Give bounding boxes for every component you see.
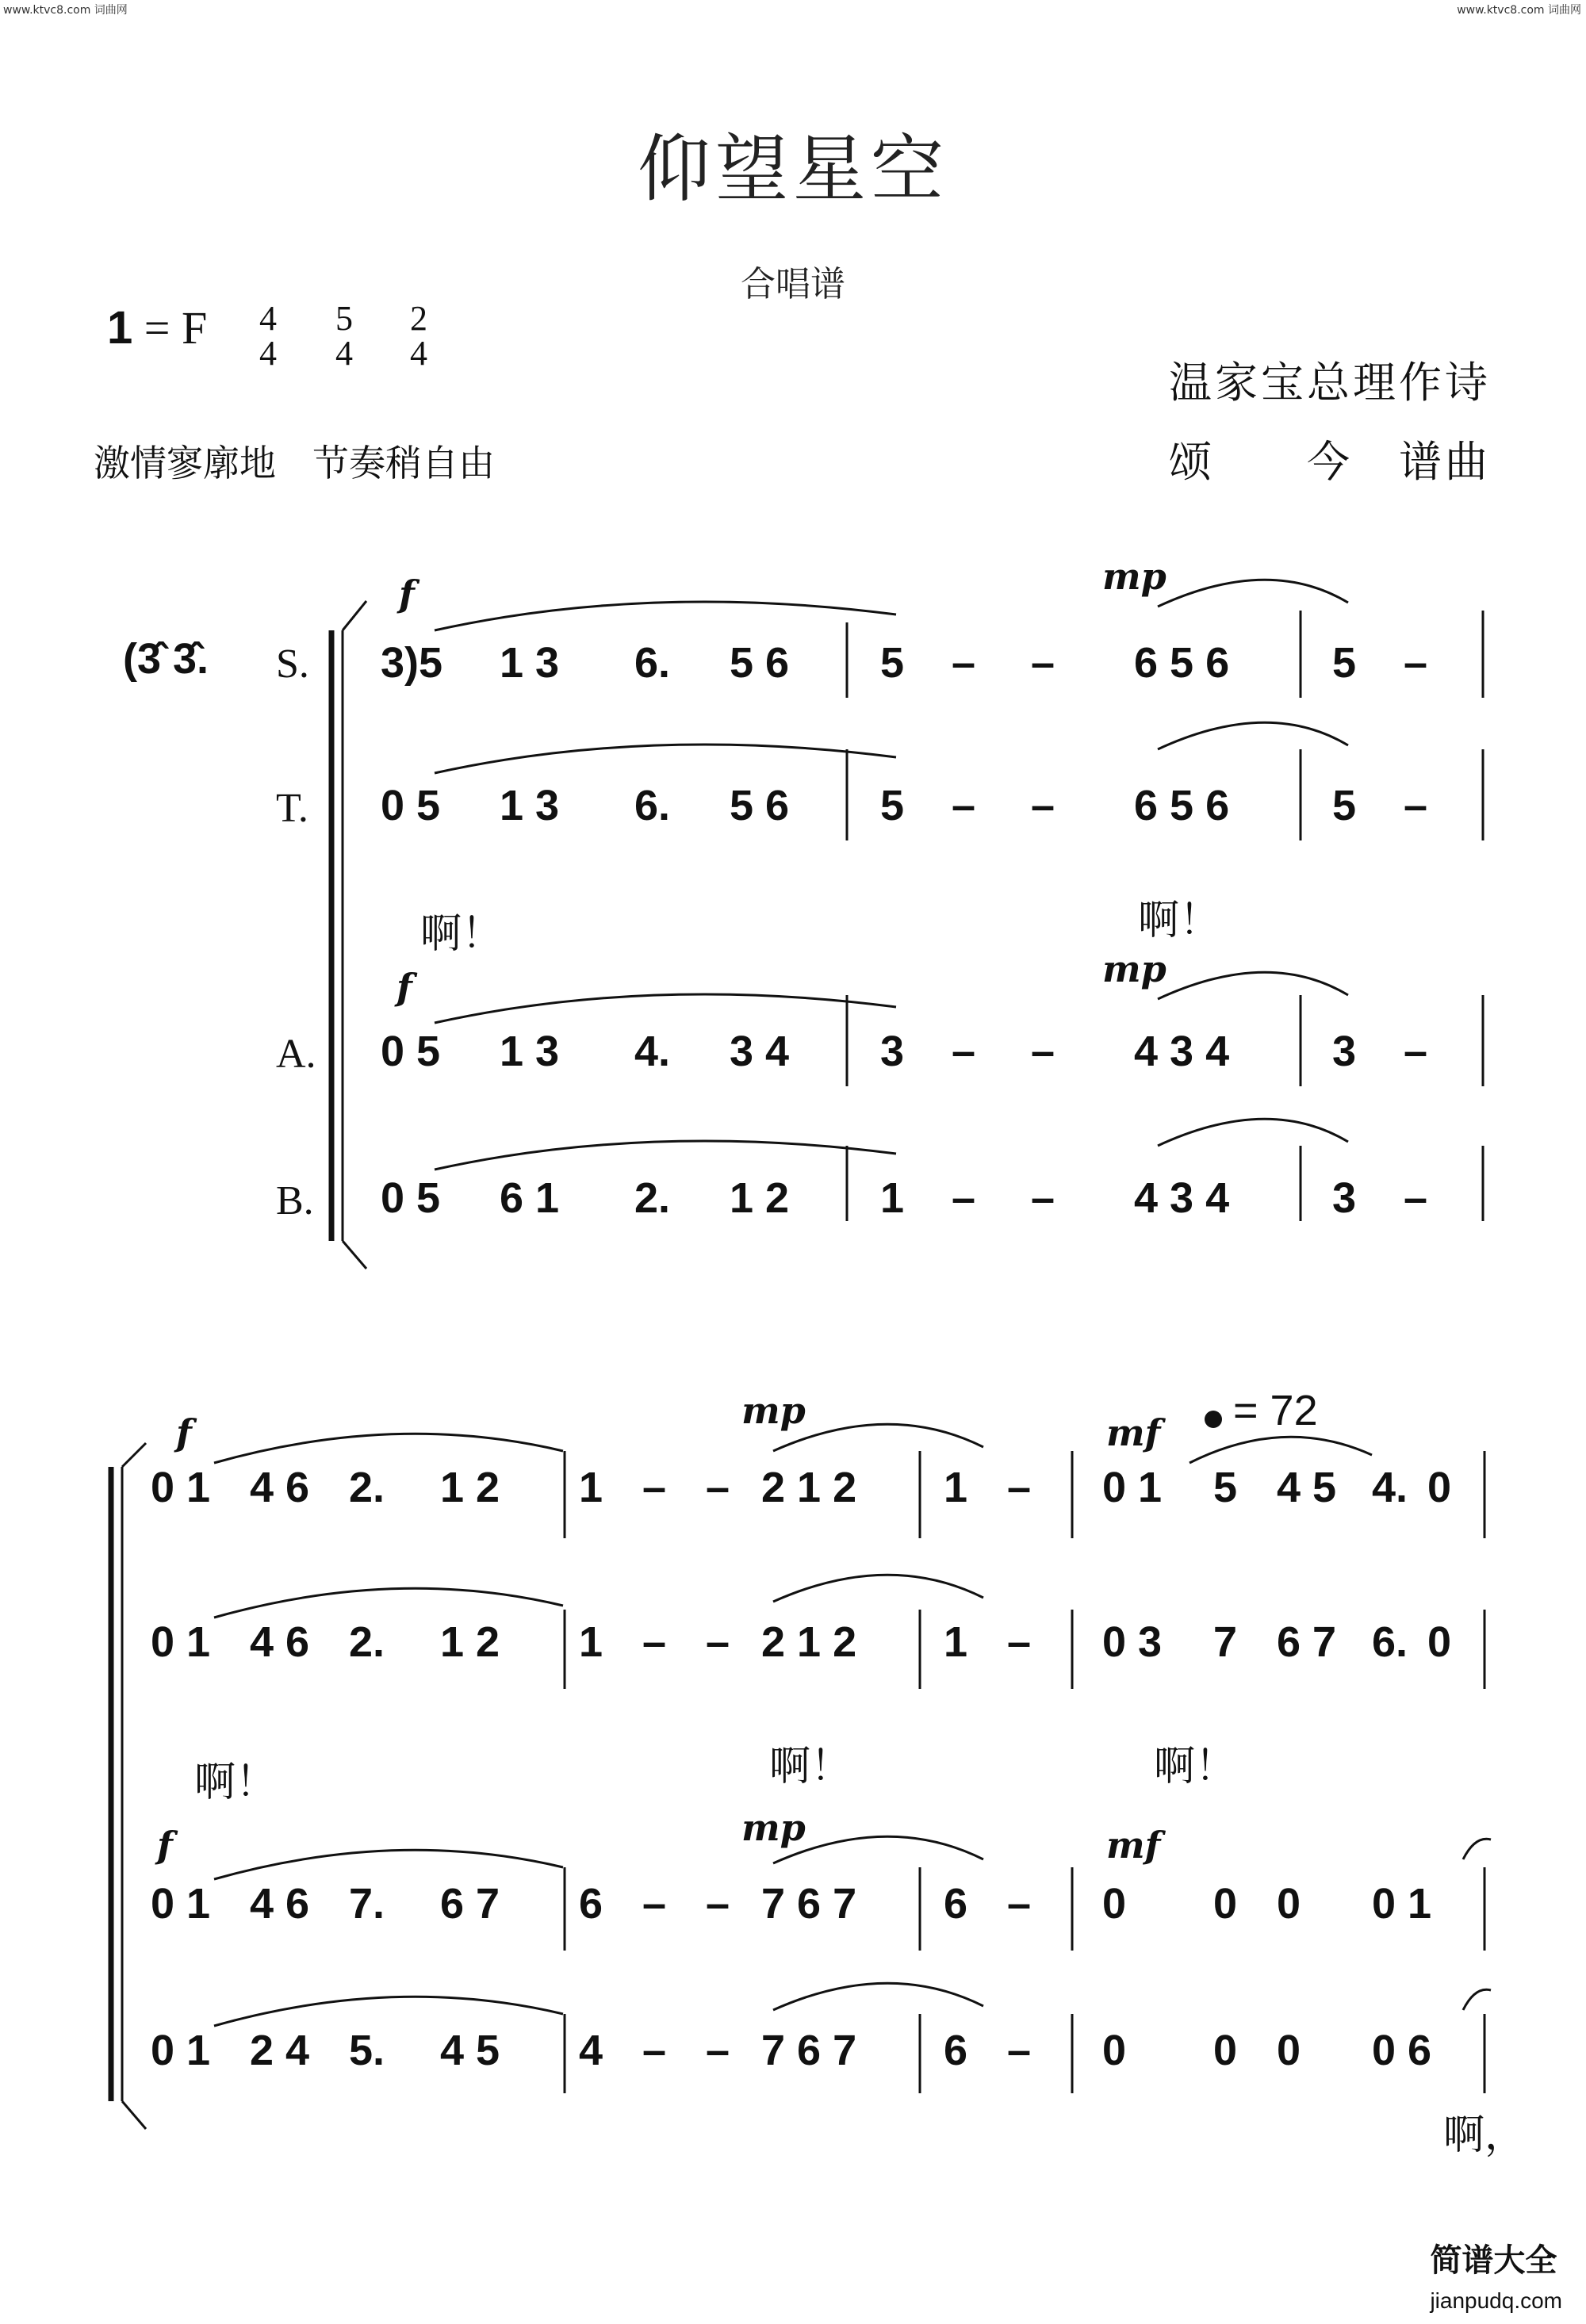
lyric-text: 啊！: [420, 910, 504, 958]
note-cell: –: [706, 2027, 730, 2074]
note-cell: 0: [1427, 1618, 1452, 1666]
lyric-text: 啊！: [1138, 897, 1221, 944]
note-cell: 1 2: [730, 1174, 790, 1222]
ts-top: 5: [335, 299, 353, 338]
dynamic-mark: mp: [741, 1389, 806, 1432]
note-cell: 4.: [634, 1028, 671, 1075]
note-cell: 5 6: [730, 782, 790, 829]
note-cell: 1 3: [500, 1028, 560, 1075]
dynamic-mark: f: [157, 1824, 173, 1866]
note-cell: 3: [880, 1028, 905, 1075]
logo-main: 简谱大全: [1430, 2243, 1557, 2278]
note-cell: 3 4: [730, 1028, 790, 1075]
note-cell: 1: [579, 1618, 603, 1666]
note-cell: 0 3: [1102, 1618, 1163, 1666]
voice-label-bass: B.: [276, 1178, 314, 1223]
note-cell: 5: [1213, 1464, 1238, 1511]
note-cell: 1 3: [500, 639, 560, 687]
note-cell: 0 6: [1372, 2027, 1432, 2074]
note-cell: 0 1: [151, 1880, 211, 1928]
note-cell: 0: [1277, 1880, 1301, 1928]
lyric-text: 啊！: [194, 1759, 278, 1806]
note-cell: –: [1007, 1880, 1032, 1928]
lyric-text: 啊！: [1154, 1743, 1237, 1790]
note-cell: –: [642, 2027, 667, 2074]
note-cell: –: [1031, 1028, 1055, 1075]
note-cell: –: [1007, 1464, 1032, 1511]
voice-label-tenor: T.: [276, 786, 308, 831]
note-cell: 3: [1332, 1028, 1357, 1075]
note-cell: 6.: [634, 782, 671, 829]
note-cell: 1: [880, 1174, 905, 1222]
note-cell: 6 5 6: [1134, 639, 1230, 687]
note-cell: –: [952, 1028, 976, 1075]
note-cell: 7 6 7: [761, 2027, 857, 2074]
note-cell: 4: [579, 2027, 603, 2074]
dynamic-mark: mf: [1106, 1411, 1161, 1454]
note-cell: –: [1007, 1618, 1032, 1666]
note-cell: 6 7: [440, 1880, 500, 1928]
note-cell: –: [1404, 782, 1428, 829]
note-cell: –: [952, 639, 976, 687]
note-cell: 7: [1213, 1618, 1238, 1666]
note-cell: 7.: [349, 1880, 385, 1928]
note-cell: 0 1: [151, 2027, 211, 2074]
dynamic-mark: mp: [741, 1806, 806, 1849]
note-cell: 2 1 2: [761, 1618, 857, 1666]
note-cell: 0 1: [1372, 1880, 1432, 1928]
intro-notes: (3̂ 3̂.: [123, 635, 209, 683]
note-cell: 2 1 2: [761, 1464, 857, 1511]
note-cell: 6.: [634, 639, 671, 687]
note-cell: 3: [1332, 1174, 1357, 1222]
note-cell: 5: [1332, 782, 1357, 829]
score-title: 仰望星空: [637, 127, 948, 212]
note-cell: 4 6: [250, 1464, 310, 1511]
note-cell: 6.: [1372, 1618, 1408, 1666]
note-cell: 0: [1213, 2027, 1238, 2074]
note-cell: –: [706, 1880, 730, 1928]
note-cell: 0 5: [381, 1174, 441, 1222]
note-cell: 5: [880, 639, 905, 687]
note-cell: 0: [1427, 1464, 1452, 1511]
logo-sub: jianpudq.com: [1430, 2288, 1562, 2313]
lyric-text: 啊，: [1443, 2112, 1527, 2159]
key-prefix: 1: [107, 302, 133, 354]
key-note: F: [181, 302, 208, 354]
note-cell: 1: [944, 1618, 968, 1666]
note-cell: 2.: [349, 1618, 385, 1666]
key-eq: =: [144, 302, 170, 354]
voice-label-alto: A.: [276, 1032, 316, 1077]
note-cell: 4 6: [250, 1880, 310, 1928]
note-cell: 1 2: [440, 1618, 500, 1666]
note-cell: 0 1: [1102, 1464, 1163, 1511]
note-cell: 0: [1102, 2027, 1127, 2074]
note-cell: 0 5: [381, 1028, 441, 1075]
note-cell: 0 5: [381, 782, 441, 829]
note-cell: 6: [944, 1880, 968, 1928]
note-cell: 4 5: [1277, 1464, 1337, 1511]
note-cell: 5: [1332, 639, 1357, 687]
note-cell: 0 1: [151, 1464, 211, 1511]
note-cell: –: [952, 1174, 976, 1222]
note-cell: 1 3: [500, 782, 560, 829]
note-cell: –: [1007, 2027, 1032, 2074]
note-cell: 4 3 4: [1134, 1028, 1230, 1075]
composer-credit: 颂 今 谱曲: [1169, 437, 1491, 487]
note-cell: –: [1404, 1028, 1428, 1075]
note-cell: –: [1031, 782, 1055, 829]
ts-bottom: 4: [410, 334, 427, 373]
note-cell: 2 4: [250, 2027, 310, 2074]
score-subtitle: 合唱谱: [741, 264, 845, 304]
voice-label-soprano: S.: [276, 641, 309, 687]
note-cell: 1: [944, 1464, 968, 1511]
note-cell: 4 6: [250, 1618, 310, 1666]
dynamic-mark: f: [176, 1411, 192, 1454]
note-cell: 6 7: [1277, 1618, 1337, 1666]
note-cell: 2.: [634, 1174, 671, 1222]
dynamic-mark: f: [396, 966, 412, 1009]
note-cell: –: [642, 1880, 667, 1928]
note-cell: –: [1404, 639, 1428, 687]
note-cell: 3)5: [381, 639, 443, 687]
note-cell: 0: [1277, 2027, 1301, 2074]
watermark-left: www.ktvc8.com 词曲网: [3, 4, 128, 17]
note-cell: 1: [579, 1464, 603, 1511]
watermark-right: www.ktvc8.com 词曲网: [1457, 4, 1581, 17]
tempo-marking: 激情寥廓地 节奏稍自由: [94, 442, 495, 484]
ts-top: 2: [410, 299, 427, 338]
note-cell: 7 6 7: [761, 1880, 857, 1928]
note-cell: –: [1404, 1174, 1428, 1222]
note-cell: –: [1031, 639, 1055, 687]
note-cell: 4.: [1372, 1464, 1408, 1511]
note-cell: 6: [944, 2027, 968, 2074]
note-cell: 0: [1102, 1880, 1127, 1928]
note-cell: –: [642, 1464, 667, 1511]
site-logo: [1430, 2235, 1562, 2316]
metronome-mark: = 72: [1233, 1387, 1318, 1434]
note-cell: –: [1031, 1174, 1055, 1222]
dynamic-mark: mf: [1106, 1824, 1161, 1866]
dynamic-mark: mp: [1102, 555, 1167, 598]
lyric-text: 啊！: [769, 1743, 852, 1790]
note-cell: 6 1: [500, 1174, 560, 1222]
note-cell: 6: [579, 1880, 603, 1928]
note-cell: 0: [1213, 1880, 1238, 1928]
ts-bottom: 4: [259, 334, 277, 373]
note-cell: –: [642, 1618, 667, 1666]
note-cell: 5.: [349, 2027, 385, 2074]
note-cell: 2.: [349, 1464, 385, 1511]
dynamic-mark: mp: [1102, 948, 1167, 990]
note-cell: –: [952, 782, 976, 829]
note-cell: 1 2: [440, 1464, 500, 1511]
note-cell: 6 5 6: [1134, 782, 1230, 829]
note-cell: –: [706, 1618, 730, 1666]
note-cell: 4 5: [440, 2027, 500, 2074]
note-cell: 0 1: [151, 1618, 211, 1666]
note-cell: 5 6: [730, 639, 790, 687]
lyricist-credit: 温家宝总理作诗: [1169, 358, 1491, 408]
note-cell: –: [706, 1464, 730, 1511]
ts-top: 4: [259, 299, 277, 338]
note-cell: 4 3 4: [1134, 1174, 1230, 1222]
note-cell: 5: [880, 782, 905, 829]
ts-bottom: 4: [335, 334, 353, 373]
dynamic-mark: f: [399, 572, 415, 615]
